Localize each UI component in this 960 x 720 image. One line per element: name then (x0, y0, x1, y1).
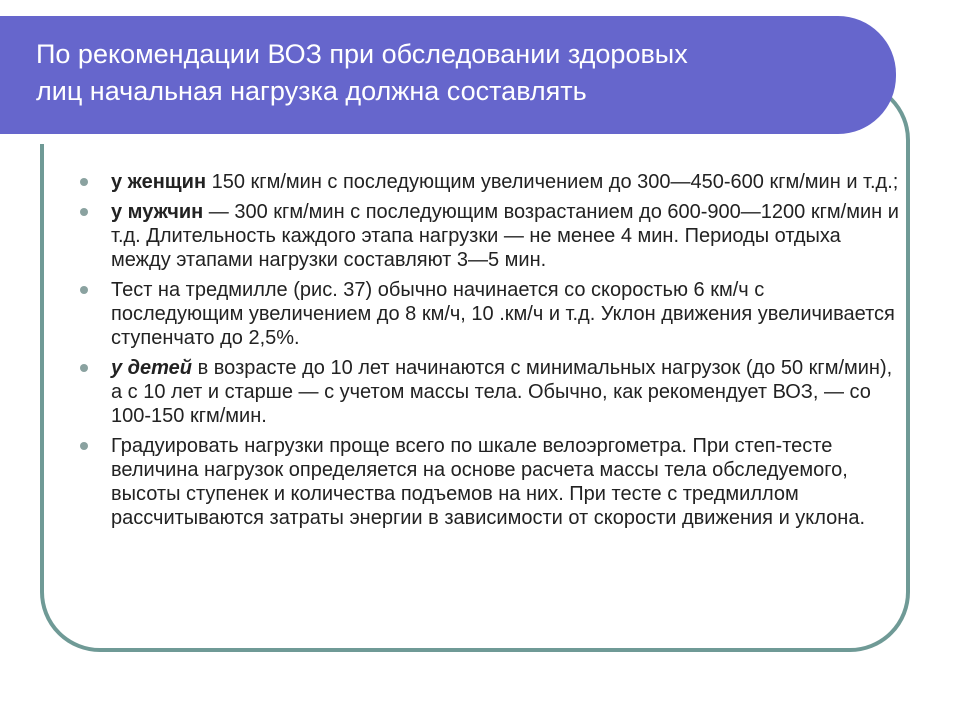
bullet-item-children (80, 356, 900, 428)
bullet-lead-men: у мужчин (111, 201, 204, 223)
bullet-lead-children: у детей (111, 357, 193, 379)
bullet-dot-icon (80, 208, 88, 216)
bullet-item-treadmill (80, 278, 900, 350)
bullet-lead-women: у женщин (111, 171, 207, 193)
slide-title-line-1: По рекомендации ВОЗ при обследовании здоровых (36, 39, 688, 69)
slide-title-line-2: лиц начальная нагрузка должна составлять (36, 76, 587, 106)
slide-title (36, 36, 856, 110)
bullet-text-grading: Градуировать нагрузки проще всего по шкале велоэргометра. При степ-тесте величина нагрузок определяется на основе расчета массы тела обследуемого, высоты ступенек и количества подъемов на них. При тесте с тредмиллом рассчитываются затраты энергии в зависимости от скорости движения и уклона. (111, 435, 866, 529)
bullet-dot-icon (80, 364, 88, 372)
bullet-list (80, 170, 900, 536)
bullet-dot-icon (80, 286, 88, 294)
bullet-item-grading (80, 434, 900, 530)
bullet-item-women (80, 170, 900, 194)
bullet-text-women: 150 кгм/мин с последующим увеличением до 300—450-600 кгм/мин и т.д.; (206, 171, 899, 193)
bullet-dot-icon (80, 442, 88, 450)
bullet-text-children: в возрасте до 10 лет начинаются с минимальных нагрузок (до 50 кгм/мин), а с 10 лет и старше — с учетом массы тела. Обычно, как рекомендует ВОЗ, — со 100-150 кгм/мин. (111, 357, 893, 427)
bullet-item-men (80, 200, 900, 272)
title-underline (0, 134, 850, 144)
bullet-text-men: — 300 кгм/мин с последующим возрастанием до 600-900—1200 кгм/мин и т.д. Длительность каждого этапа нагрузки — не менее 4 мин. Периоды отдыха между этапами нагрузки составляют 3—5 мин. (111, 201, 899, 271)
bullet-dot-icon (80, 178, 88, 186)
bullet-text-treadmill: Тест на тредмилле (рис. 37) обычно начинается со скоростью 6 км/ч с последующим увеличением до 8 км/ч, 10 .км/ч и т.д. Уклон движения увеличивается ступенчато до 2,5%. (111, 279, 895, 349)
